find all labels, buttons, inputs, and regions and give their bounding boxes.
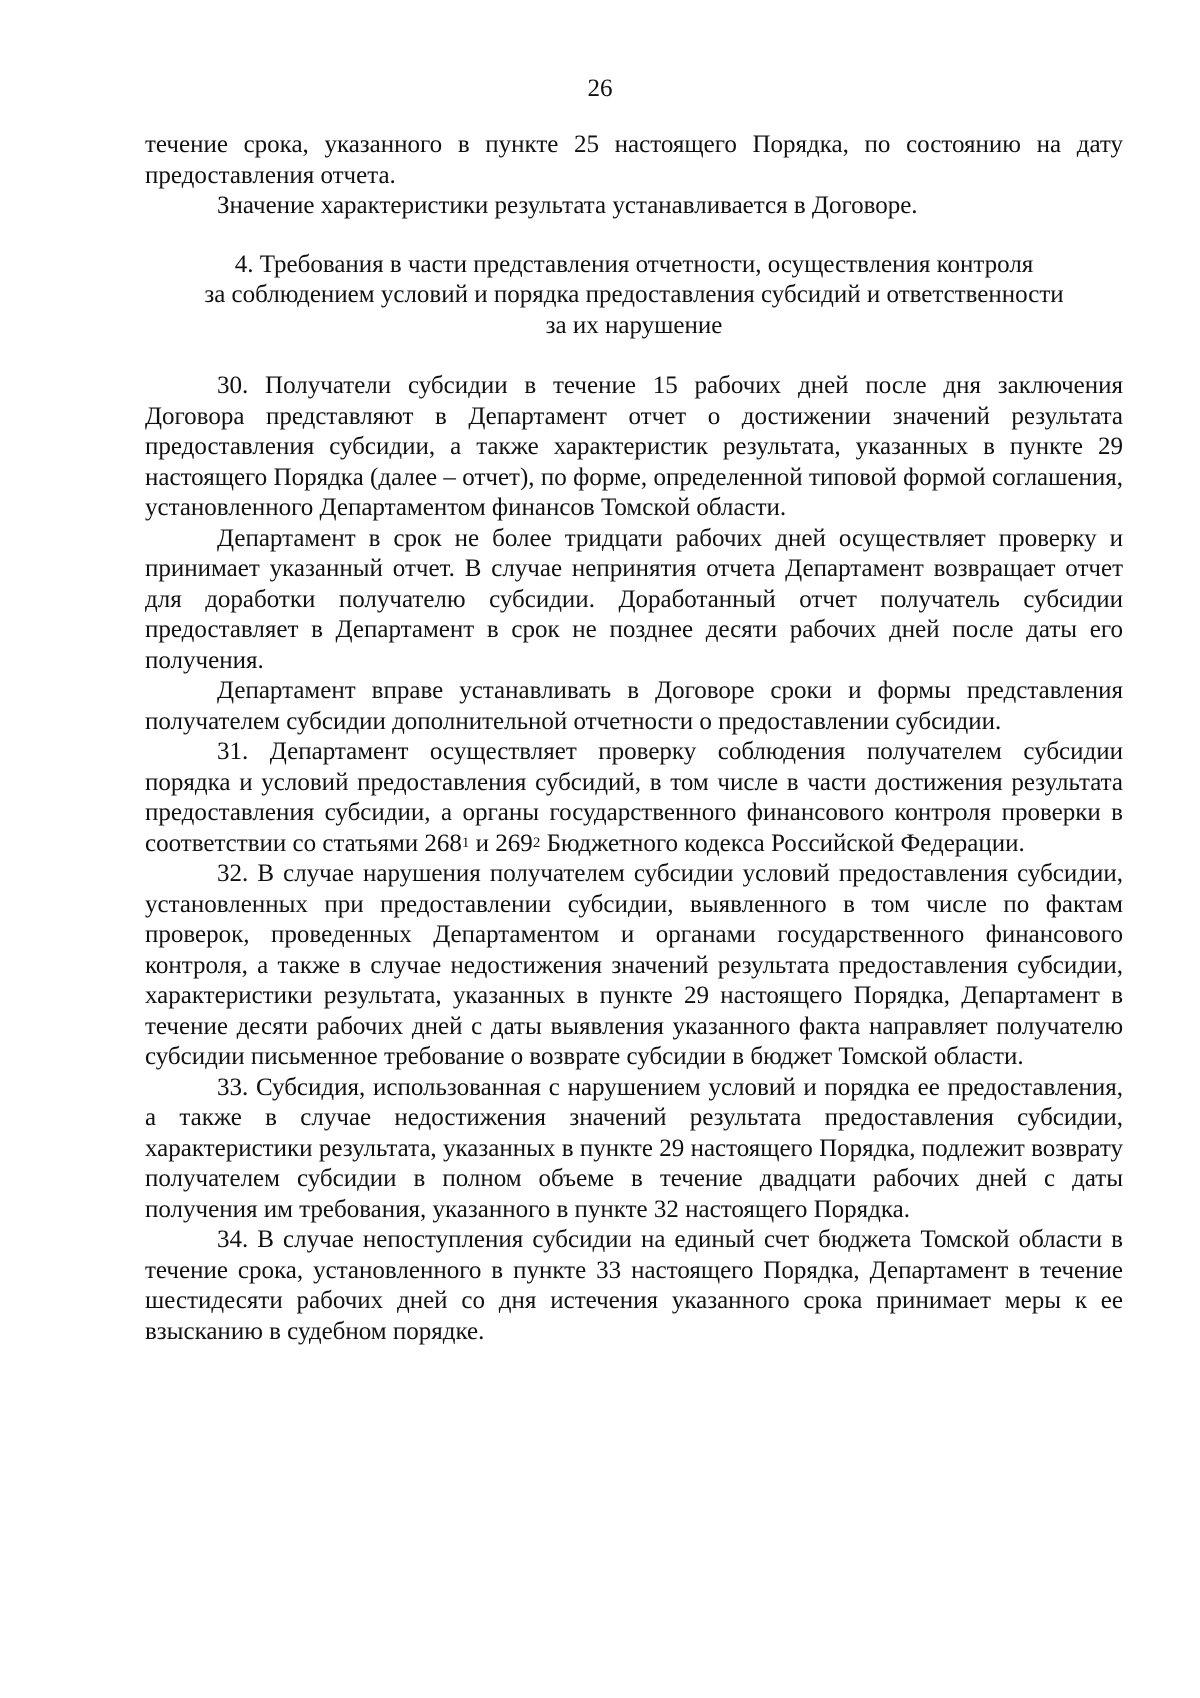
paragraph-32: 32. В случае нарушения получателем субсидии условий предоставления субсидии, установленных при предоставлении субсидии, выявленного в том числе по фактам проверок, проведенных Департаментом и органами государственного финансового контроля, а также в случае недостижения значений результата предоставления субсидии, характеристики результата, указанных в пункте 29 настоящего Порядка, Департамент в течение десяти рабочих дней с даты выявления указанного факта направляет получателю субсидии письменное требование о возврате субсидии в бюджет Томской области. bbox=[145, 860, 1123, 1070]
section-heading bbox=[145, 250, 1123, 342]
paragraph-33: 33. Субсидия, использованная с нарушением условий и порядка ее предоставления, а также в случае недостижения значений результата предоставления субсидии, характеристики результата, указанных в пункте 29 настоящего Порядка, подлежит возврату получателем субсидии в полном объеме в течение двадцати рабочих дней с даты получения им требования, указанного в пункте 32 настоящего Порядка. bbox=[145, 1073, 1123, 1223]
section-heading-line-1: 4. Требования в части представления отчетности, осуществления контроля bbox=[234, 250, 1034, 278]
paragraph-31-text-1: 31. Департамент осуществляет проверку соблюдения получателем субсидии порядка и условий предоставления субсидий, в том числе в части достижения результата предоставления субсидии, а органы государственного финансового контроля проверки в соответствии со статьями 268 bbox=[145, 738, 1123, 857]
page-number: 26 bbox=[587, 75, 613, 102]
paragraph-31-text-2: и 269 bbox=[469, 829, 533, 857]
paragraph-30-additional-reporting: Департамент вправе устанавливать в Договоре сроки и формы представления получателем субсидии дополнительной отчетности о предоставлении субсидии. bbox=[145, 677, 1123, 735]
section-heading-line-2: за соблюдением условий и порядка предоставления субсидий и ответственности bbox=[204, 281, 1064, 308]
intro-paragraph-result-characteristic: Значение характеристики результата устанавливается в Договоре. bbox=[217, 192, 918, 219]
document-body bbox=[145, 130, 1123, 1347]
section-heading-line-3: за их нарушение bbox=[545, 311, 723, 339]
paragraph-31-superscript-2: 2 bbox=[532, 834, 541, 851]
intro-paragraph-continued: течение срока, указанного в пункте 25 настоящего Порядка, по состоянию на дату предоставления отчета. bbox=[145, 131, 1123, 189]
paragraph-30-review: Департамент в срок не более тридцати рабочих дней осуществляет проверку и принимает указанный отчет. В случае непринятия отчета Департамент возвращает отчет для доработки получателю субсидии. Доработанный отчет получатель субсидии предоставляет в Департамент в срок не позднее десяти рабочих дней после даты его получения. bbox=[145, 524, 1123, 674]
paragraph-31-superscript-1: 1 bbox=[461, 834, 470, 851]
paragraph-34: 34. В случае непоступления субсидии на единый счет бюджета Томской области в течение срока, установленного в пункте 33 настоящего Порядка, Департамент в течение шестидесяти рабочих дней со дня истечения указанного срока принимает меры к ее взысканию в судебном порядке. bbox=[145, 1226, 1123, 1345]
paragraph-31 bbox=[145, 737, 1123, 859]
paragraph-30: 30. Получатели субсидии в течение 15 рабочих дней после дня заключения Договора представляют в Департамент отчет о достижении значений результата предоставления субсидии, а также характеристик результата, указанных в пункте 29 настоящего Порядка (далее – отчет), по форме, определенной типовой формой соглашения, установленного Департаментом финансов Томской области. bbox=[145, 372, 1123, 521]
paragraph-31-text-3: Бюджетного кодекса Российской Федерации. bbox=[540, 829, 1025, 857]
